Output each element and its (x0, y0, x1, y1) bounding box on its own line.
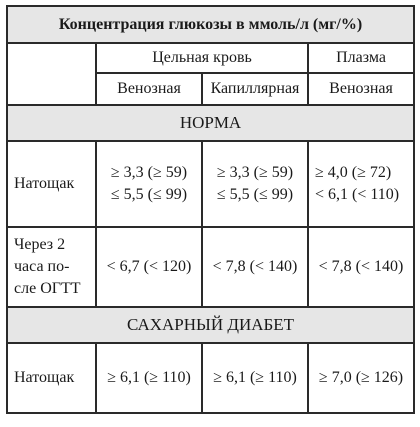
header-plasma: Плазма (308, 43, 414, 73)
table-row (7, 141, 414, 227)
value-line: ≤ 5,5 (≤ 99) (110, 186, 188, 203)
value-line: < 6,1 (< 110) (315, 186, 400, 203)
table-row (7, 343, 414, 413)
label-line: Через 2 (14, 236, 66, 253)
header-empty-cell (7, 43, 96, 105)
glucose-concentration-table (6, 5, 415, 414)
header-row-1 (7, 43, 414, 73)
section-diabetes-heading: САХАРНЫЙ ДИАБЕТ (7, 307, 414, 343)
table-title: Концентрация глюкозы в ммоль/л (мг/%) (7, 6, 414, 43)
cell-venous-whole-fasting (96, 141, 202, 227)
title-row (7, 6, 414, 43)
cell-venous-whole-ogtt: < 6,7 (< 120) (96, 227, 202, 307)
header-capillary: Капиллярная (202, 73, 308, 105)
cell-capillary-whole-fasting (202, 141, 308, 227)
row-label-after-ogtt (7, 227, 96, 307)
section-norm-heading: НОРМА (7, 105, 414, 141)
cell-venous-plasma-fasting (308, 141, 414, 227)
table-row (7, 227, 414, 307)
cell-venous-plasma-ogtt: < 7,8 (< 140) (308, 227, 414, 307)
value-line: ≥ 3,3 (≥ 59) (110, 164, 188, 181)
section-norm-row (7, 105, 414, 141)
cell-venous-plasma-diabetes: ≥ 7,0 (≥ 126) (308, 343, 414, 413)
cell-capillary-whole-ogtt: < 7,8 (< 140) (202, 227, 308, 307)
cell-capillary-whole-diabetes: ≥ 6,1 (≥ 110) (202, 343, 308, 413)
header-venous-whole: Венозная (96, 73, 202, 105)
label-line: часа по- (14, 258, 70, 275)
header-whole-blood: Цельная кровь (96, 43, 308, 73)
header-venous-plasma: Венозная (308, 73, 414, 105)
label-line: сле ОГТТ (14, 280, 81, 297)
value-line: ≤ 5,5 (≤ 99) (216, 186, 294, 203)
value-line: ≥ 3,3 (≥ 59) (216, 164, 294, 181)
section-diabetes-row (7, 307, 414, 343)
row-label-fasting-diabetes: Натощак (7, 343, 96, 413)
value-line: ≥ 4,0 (≥ 72) (315, 164, 392, 181)
row-label-fasting-norm: Натощак (7, 141, 96, 227)
cell-venous-whole-diabetes: ≥ 6,1 (≥ 110) (96, 343, 202, 413)
